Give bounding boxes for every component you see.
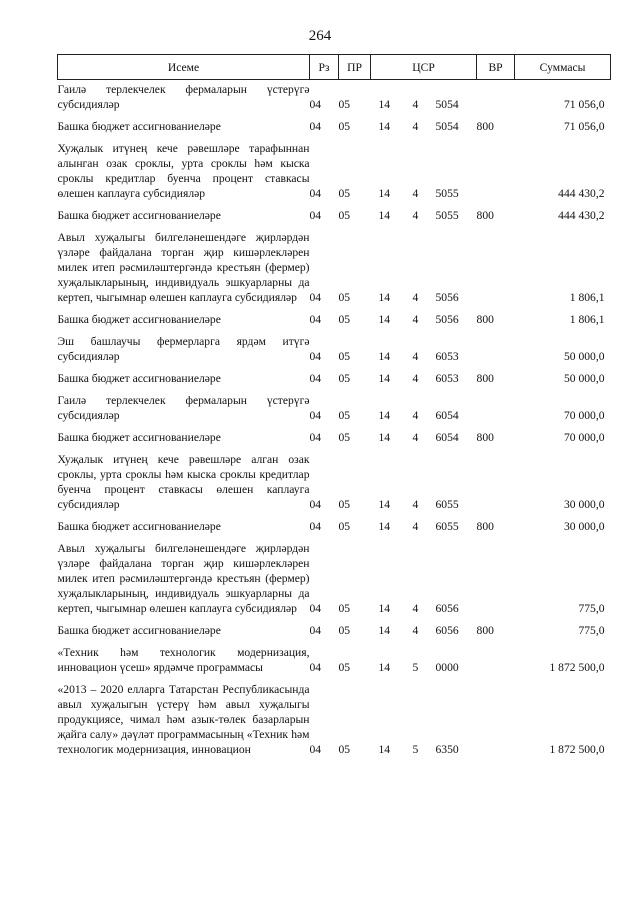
row-rz: 04: [309, 498, 322, 511]
row-pr: 05: [338, 187, 351, 200]
row-rz: 04: [309, 209, 322, 222]
table-row: [58, 680, 611, 762]
row-pr: 05: [338, 602, 351, 615]
budget-table: [57, 54, 611, 762]
table-row: [58, 450, 611, 517]
table-row: [58, 517, 611, 539]
row-sum: 50 000,0: [563, 372, 605, 385]
row-sum: 444 430,2: [558, 187, 605, 200]
table-row: [58, 539, 611, 621]
row-vr: [477, 80, 515, 118]
row-sum: 1 872 500,0: [549, 743, 605, 756]
row-csr-code: 5054: [435, 120, 459, 133]
row-rz: 04: [309, 313, 322, 326]
row-csr-subprogram: 4: [412, 209, 419, 222]
row-name: Башка бюджет ассигнованиеләре: [57, 209, 221, 222]
row-csr-program: 14: [378, 291, 391, 304]
row-csr-subprogram: 4: [412, 409, 419, 422]
row-csr-subprogram: 4: [412, 372, 419, 385]
table-row: [58, 621, 611, 643]
row-pr: 05: [338, 498, 351, 511]
row-csr-subprogram: 4: [412, 291, 419, 304]
row-rz: 04: [309, 98, 322, 111]
row-pr: 05: [338, 372, 351, 385]
row-rz: 04: [309, 187, 322, 200]
row-pr: 05: [338, 624, 351, 637]
row-sum: 1 806,1: [569, 291, 605, 304]
row-csr-code: 6053: [435, 350, 459, 363]
row-vr: [477, 391, 515, 428]
row-pr: 05: [338, 313, 351, 326]
row-csr-program: 14: [378, 350, 391, 363]
row-csr-code: 6053: [435, 372, 459, 385]
row-name: «Техник һәм технологик модернизация, инновацион үсеш» ярдәмче программасы: [57, 646, 310, 674]
row-pr: 05: [338, 209, 351, 222]
row-rz: 04: [309, 120, 322, 133]
header-name: Исеме: [58, 55, 310, 80]
row-vr: 800: [476, 372, 494, 385]
row-name: Авыл хуҗалыгы билгеләнешендәге җирләрдән үзләре файдалана торган җир кишәрлекләрен милек итеп рәсмиләштергәндә крестьян (фермер) хуҗалыкларының, индивидуаль эшкуарларны да кертеп, чыгымнар өлешен каплауга субсидияләр: [57, 542, 310, 615]
row-csr-subprogram: 5: [412, 743, 419, 756]
row-csr-code: 6055: [435, 520, 459, 533]
row-rz: 04: [309, 431, 322, 444]
row-csr-subprogram: 5: [412, 661, 419, 674]
row-pr: 05: [338, 661, 351, 674]
row-csr-program: 14: [378, 743, 391, 756]
table-row: [58, 369, 611, 391]
row-csr-subprogram: 4: [412, 98, 419, 111]
row-rz: 04: [309, 743, 322, 756]
row-rz: 04: [309, 520, 322, 533]
row-pr: 05: [338, 350, 351, 363]
table-row: [58, 80, 611, 118]
row-csr-subprogram: 4: [412, 187, 419, 200]
header-rz: Рз: [310, 55, 339, 80]
row-csr-code: 0000: [435, 661, 459, 674]
header-vr: ВР: [477, 55, 515, 80]
table-row: [58, 643, 611, 680]
row-sum: 70 000,0: [563, 431, 605, 444]
row-csr-program: 14: [378, 313, 391, 326]
table-row: [58, 206, 611, 228]
table-row: [58, 139, 611, 206]
row-csr-program: 14: [378, 520, 391, 533]
row-sum: 50 000,0: [563, 350, 605, 363]
row-name: Эш башлаучы фермерларга ярдәм итүгә субсидияләр: [57, 335, 310, 363]
row-name: Гаилә терлекчелек фермаларын үстерүгә субсидияләр: [57, 394, 310, 422]
row-csr-code: 5054: [435, 98, 459, 111]
row-vr: [477, 643, 515, 680]
row-csr-program: 14: [378, 498, 391, 511]
row-name: Хуҗалык итүнең кече рәвешләре тарафыннан алынган озак сроклы, урта сроклы һәм кыска сроклы кредитлар буенча процент ставкасы өлешен каплауга субсидияләр: [57, 142, 310, 200]
row-pr: 05: [338, 120, 351, 133]
row-csr-program: 14: [378, 409, 391, 422]
row-pr: 05: [338, 431, 351, 444]
row-sum: 775,0: [578, 624, 605, 637]
row-csr-subprogram: 4: [412, 624, 419, 637]
row-sum: 30 000,0: [563, 498, 605, 511]
row-pr: 05: [338, 409, 351, 422]
row-sum: 71 056,0: [563, 120, 605, 133]
row-csr-program: 14: [378, 624, 391, 637]
row-csr-code: 6056: [435, 602, 459, 615]
row-sum: 1 806,1: [569, 313, 605, 326]
row-csr-program: 14: [378, 120, 391, 133]
row-sum: 70 000,0: [563, 409, 605, 422]
row-vr: [477, 539, 515, 621]
row-vr: [477, 450, 515, 517]
row-name: Башка бюджет ассигнованиеләре: [57, 120, 221, 133]
table-body: [58, 80, 611, 763]
row-sum: 30 000,0: [563, 520, 605, 533]
row-csr-code: 6055: [435, 498, 459, 511]
row-name: Башка бюджет ассигнованиеләре: [57, 372, 221, 385]
row-csr-code: 6054: [435, 431, 459, 444]
row-csr-code: 6054: [435, 409, 459, 422]
row-vr: 800: [476, 313, 494, 326]
row-csr-program: 14: [378, 372, 391, 385]
row-csr-code: 6056: [435, 624, 459, 637]
row-csr-subprogram: 4: [412, 498, 419, 511]
row-csr-program: 14: [378, 98, 391, 111]
table-row: [58, 117, 611, 139]
row-csr-subprogram: 4: [412, 120, 419, 133]
header-sum: Суммасы: [515, 55, 611, 80]
row-csr-code: 5055: [435, 187, 459, 200]
table-row: [58, 228, 611, 310]
row-rz: 04: [309, 624, 322, 637]
row-csr-code: 5056: [435, 313, 459, 326]
row-csr-program: 14: [378, 209, 391, 222]
row-pr: 05: [338, 98, 351, 111]
row-name: Хуҗалык итүнең кече рәвешләре алган озак сроклы, урта сроклы һәм кыска сроклы кредитлар буенча процент ставкасы өлешен каплауга субсидияләр: [57, 453, 310, 511]
row-vr: 800: [476, 209, 494, 222]
header-csr: ЦСР: [371, 55, 477, 80]
row-csr-subprogram: 4: [412, 520, 419, 533]
table-row: [58, 310, 611, 332]
row-csr-program: 14: [378, 431, 391, 444]
row-vr: [477, 680, 515, 762]
row-rz: 04: [309, 409, 322, 422]
row-vr: [477, 139, 515, 206]
table-header: [58, 55, 611, 80]
row-name: Башка бюджет ассигнованиеләре: [57, 520, 221, 533]
row-vr: 800: [476, 624, 494, 637]
row-sum: 71 056,0: [563, 98, 605, 111]
row-name: Гаилә терлекчелек фермаларын үстерүгә субсидияләр: [57, 83, 310, 111]
table-row: [58, 332, 611, 369]
row-csr-subprogram: 4: [412, 602, 419, 615]
row-csr-subprogram: 4: [412, 350, 419, 363]
header-pr: ПР: [339, 55, 371, 80]
row-rz: 04: [309, 372, 322, 385]
row-rz: 04: [309, 661, 322, 674]
row-csr-program: 14: [378, 602, 391, 615]
row-csr-code: 5056: [435, 291, 459, 304]
row-sum: 444 430,2: [558, 209, 605, 222]
row-name: Башка бюджет ассигнованиеләре: [57, 431, 221, 444]
row-vr: [477, 228, 515, 310]
row-vr: 800: [476, 431, 494, 444]
row-name: Башка бюджет ассигнованиеләре: [57, 313, 221, 326]
row-rz: 04: [309, 602, 322, 615]
row-vr: 800: [476, 520, 494, 533]
row-csr-program: 14: [378, 187, 391, 200]
page-number: 264: [308, 28, 332, 44]
row-name: «2013 – 2020 елларга Татарстан Республикасында авыл хуҗалыгын үстерү һәм авыл хуҗалыгы продукциясе, чимал һәм азык-төлек базарларын җайга салу» дәүләт программасының «Техник һәм технологик модернизация, инновацион: [57, 683, 310, 756]
row-rz: 04: [309, 350, 322, 363]
row-csr-program: 14: [378, 661, 391, 674]
row-pr: 05: [338, 520, 351, 533]
row-sum: 1 872 500,0: [549, 661, 605, 674]
row-vr: [477, 332, 515, 369]
row-pr: 05: [338, 291, 351, 304]
table-row: [58, 391, 611, 428]
row-csr-subprogram: 4: [412, 313, 419, 326]
row-vr: 800: [476, 120, 494, 133]
table-row: [58, 428, 611, 450]
row-rz: 04: [309, 291, 322, 304]
row-name: Башка бюджет ассигнованиеләре: [57, 624, 221, 637]
row-csr-code: 6350: [435, 743, 459, 756]
row-pr: 05: [338, 743, 351, 756]
row-name: Авыл хуҗалыгы билгеләнешендәге җирләрдән үзләре файдалана торган җир кишәрлекләрен милек итеп рәсмиләштергәндә крестьян (фермер) хуҗалыкларының, индивидуаль эшкуарларны да кертеп, чыгымнар өлешен каплауга субсидияләр: [57, 231, 310, 304]
row-csr-code: 5055: [435, 209, 459, 222]
row-sum: 775,0: [578, 602, 605, 615]
row-csr-subprogram: 4: [412, 431, 419, 444]
